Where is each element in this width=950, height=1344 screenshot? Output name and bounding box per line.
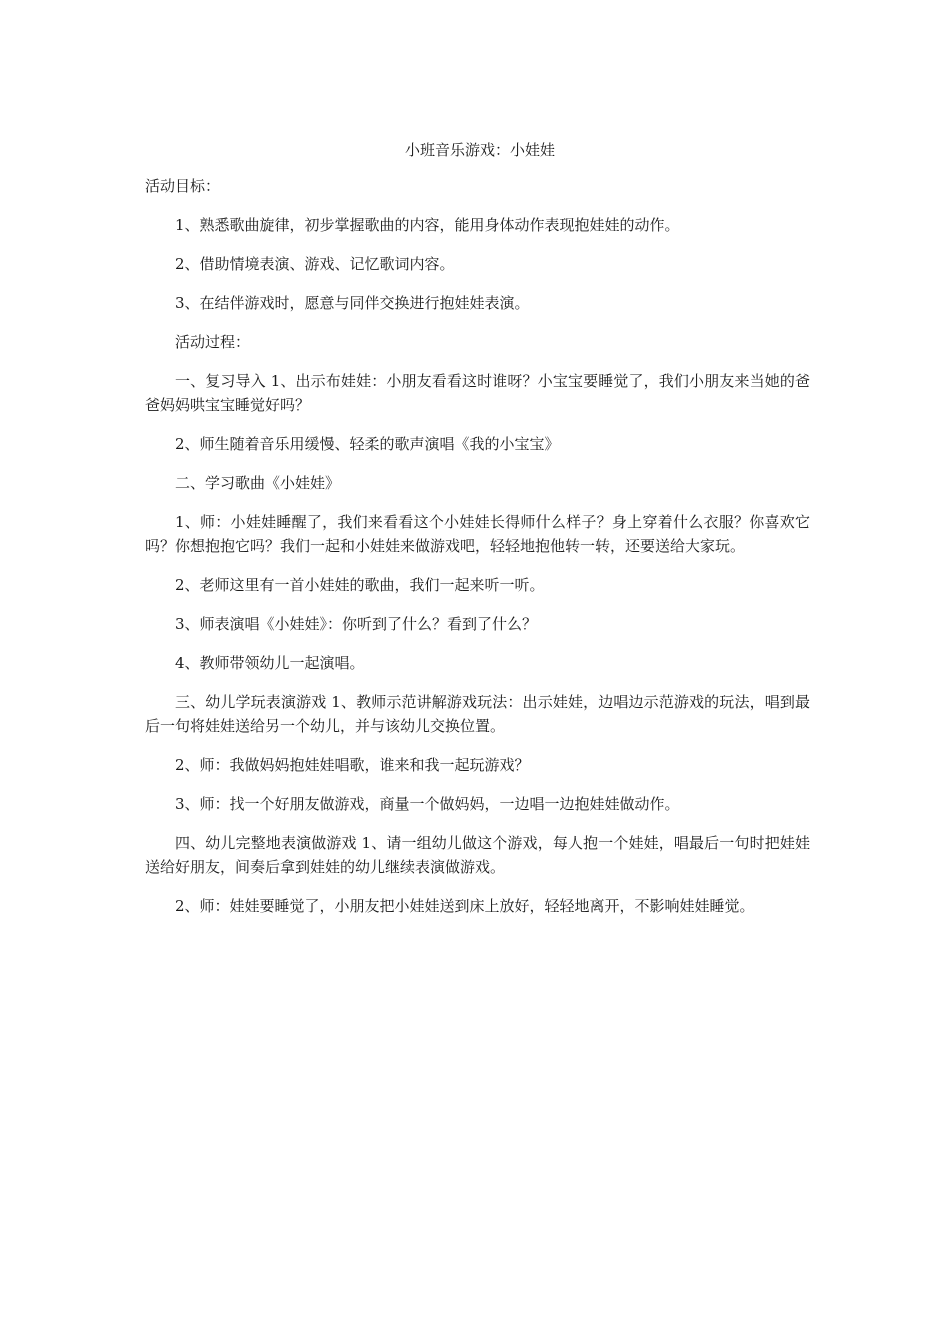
paragraph: 2、师：我做妈妈抱娃娃唱歌，谁来和我一起玩游戏？ (175, 756, 530, 774)
paragraph: 二、学习歌曲《小娃娃》 (175, 474, 341, 492)
paragraph: 3、师：找一个好朋友做游戏，商量一个做妈妈，一边唱一边抱娃娃做动作。 (175, 795, 680, 813)
paragraph: 1、师：小娃娃睡醒了，我们来看看这个小娃娃长得师什么样子？身上穿着什么衣服？你喜欢它吗？你想抱抱它吗？我们一起和小娃娃来做游戏吧，轻轻地抱他转一转，还要送给大家玩。 (145, 513, 810, 555)
paragraph: 1、熟悉歌曲旋律，初步掌握歌曲的内容，能用身体动作表现抱娃娃的动作。 (175, 216, 680, 234)
paragraph: 4、教师带领幼儿一起演唱。 (175, 654, 365, 672)
section-heading-goals: 活动目标： (145, 177, 221, 195)
paragraph: 2、借助情境表演、游戏、记忆歌词内容。 (175, 255, 455, 273)
paragraph: 2、师生随着音乐用缓慢、轻柔的歌声演唱《我的小宝宝》 (175, 435, 560, 453)
paragraph: 2、师：娃娃要睡觉了，小朋友把小娃娃送到床上放好，轻轻地离开，不影响娃娃睡觉。 (175, 897, 755, 915)
document-body (145, 174, 810, 933)
paragraph: 2、老师这里有一首小娃娃的歌曲，我们一起来听一听。 (175, 576, 545, 594)
section-heading-process: 活动过程： (175, 333, 251, 351)
paragraph: 3、师表演唱《小娃娃》：你听到了什么？看到了什么？ (175, 615, 538, 633)
paragraph: 三、幼儿学玩表演游戏 1、教师示范讲解游戏玩法：出示娃娃，边唱边示范游戏的玩法，唱到最后一句将娃娃送给另一个幼儿，并与该幼儿交换位置。 (145, 693, 810, 735)
paragraph: 四、幼儿完整地表演做游戏 1、请一组幼儿做这个游戏，每人抱一个娃娃，唱最后一句时把娃娃送给好朋友，间奏后拿到娃娃的幼儿继续表演做游戏。 (145, 834, 810, 876)
document-title: 小班音乐游戏：小娃娃 (404, 141, 555, 159)
paragraph: 一、复习导入 1、出示布娃娃：小朋友看看这时谁呀？小宝宝要睡觉了，我们小朋友来当她的爸爸妈妈哄宝宝睡觉好吗？ (145, 372, 810, 414)
paragraph: 3、在结伴游戏时，愿意与同伴交换进行抱娃娃表演。 (175, 294, 530, 312)
